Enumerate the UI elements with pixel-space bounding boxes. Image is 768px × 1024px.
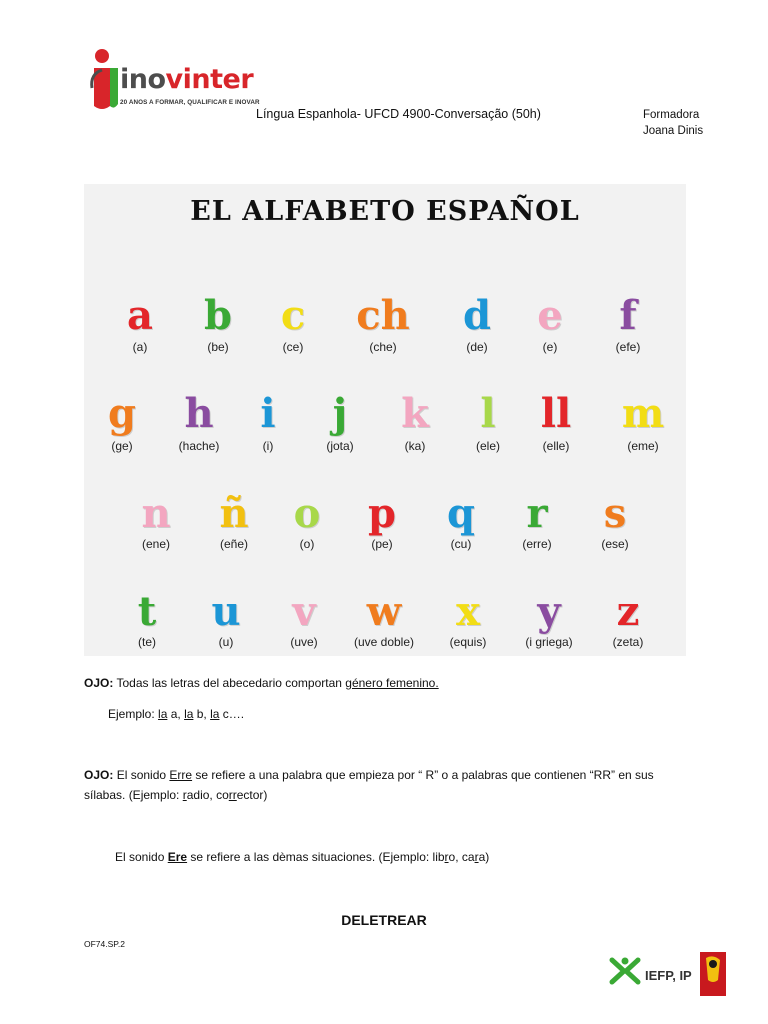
ojo-label: OJO: — [84, 676, 114, 690]
letter-name: (equis) — [449, 635, 487, 649]
document-code: OF74.SP.2 — [84, 939, 125, 949]
underlined-letters: rr — [228, 788, 237, 802]
ojo-text: El sonido — [116, 768, 167, 782]
example-line — [108, 705, 244, 724]
ojo-text: Todas las letras del abecedario comportan — [116, 676, 342, 690]
ojo-note-erre-line2 — [84, 786, 267, 805]
letter-name: (uve) — [290, 635, 318, 649]
ojo-note-erre — [84, 766, 654, 785]
alphabet-letter: j — [332, 390, 348, 437]
ere-text: se refiere a las dèmas situaciones. (Ejemplo: lib — [190, 850, 445, 864]
letter-name: (e) — [542, 340, 558, 354]
trainer-role: Formadora — [643, 109, 700, 121]
genero-femenino: género femenino. — [345, 676, 439, 690]
alphabet-letter: q — [447, 490, 475, 537]
letter-name: (elle) — [542, 439, 570, 453]
iefp-logo-icon — [608, 956, 642, 986]
letter-name: (eñe) — [219, 537, 249, 551]
ere-text: El sonido — [115, 850, 165, 864]
letter-name: (ese) — [601, 537, 629, 551]
letter-name: (che) — [369, 340, 397, 354]
letter-name: (pe) — [371, 537, 393, 551]
ojo-label: OJO: — [84, 768, 114, 782]
alphabet-letter: z — [616, 588, 640, 635]
letter-name: (erre) — [522, 537, 552, 551]
alphabet-panel — [84, 184, 686, 656]
example-article: la — [184, 707, 194, 721]
alphabet-letter: w — [366, 588, 402, 635]
letter-name: (a) — [132, 340, 148, 354]
alphabet-letter: x — [456, 588, 480, 635]
letter-name: (i griega) — [525, 635, 573, 649]
alphabet-letter: ll — [540, 390, 572, 437]
logo-wordmark — [120, 66, 253, 93]
ere-text: o, ca — [448, 850, 475, 864]
letter-name: (ce) — [282, 340, 304, 354]
alphabet-title: EL ALFABETO ESPAÑOL — [190, 196, 580, 227]
ojo-text: ector) — [236, 788, 268, 802]
logo-tagline: 20 ANOS A FORMAR, QUALIFICAR E INOVAR — [120, 99, 260, 106]
example-letter-a: a, — [167, 707, 181, 721]
letter-name: (ge) — [111, 439, 133, 453]
alphabet-letter: k — [401, 390, 429, 437]
ojo-text: se refiere a una palabra que empieza por “ R” o a palabras que contienen “RR” en sus — [195, 768, 654, 782]
alphabet-letter: n — [141, 490, 171, 537]
alphabet-letter: c — [280, 292, 306, 339]
alphabet-letter: p — [368, 490, 396, 537]
alphabet-letter: i — [260, 390, 276, 437]
letter-name: (cu) — [450, 537, 472, 551]
alphabet-letter: h — [184, 390, 214, 437]
alphabet-letter: r — [526, 490, 548, 537]
letter-name: (u) — [218, 635, 234, 649]
trainer-info — [643, 107, 703, 139]
alphabet-letter: b — [204, 292, 232, 339]
letter-name: (ka) — [404, 439, 426, 453]
alphabet-letter: a — [127, 292, 153, 339]
letter-name: (ene) — [141, 537, 171, 551]
alphabet-letter: v — [292, 588, 316, 635]
alphabet-letter: s — [603, 490, 627, 537]
ojo-text: sílabas. (Ejemplo: — [84, 788, 183, 802]
letter-name: (i) — [262, 439, 274, 453]
letter-name: (uve doble) — [353, 635, 415, 649]
course-title: Língua Espanhola- UFCD 4900-Conversação (50h) — [256, 107, 541, 121]
underlined-letter: r — [474, 850, 479, 864]
iefp-logo-text: IEFP, IP — [645, 968, 692, 983]
letter-name: (zeta) — [612, 635, 644, 649]
logo-word-ino: ino — [120, 64, 166, 95]
example-label: Ejemplo: — [108, 707, 155, 721]
alphabet-letter: y — [537, 588, 561, 635]
ojo-note-gender — [84, 674, 439, 693]
alphabet-letter: o — [293, 490, 321, 537]
alphabet-letter: u — [211, 588, 241, 635]
logo-word-vinter: vinter — [165, 64, 254, 95]
letter-name: (efe) — [615, 340, 641, 354]
example-letter-c: c…. — [219, 707, 245, 721]
alphabet-letter: f — [619, 292, 637, 339]
alphabet-letter: ch — [356, 292, 410, 339]
example-article: la — [158, 707, 168, 721]
example-article: la — [210, 707, 220, 721]
ere-text: a) — [478, 850, 490, 864]
ere-note — [115, 848, 489, 867]
alphabet-letter: m — [621, 390, 665, 437]
ere-word: Ere — [167, 850, 188, 864]
erre-word: Erre — [169, 768, 193, 782]
cgtp-logo — [698, 952, 728, 996]
letter-name: (o) — [299, 537, 315, 551]
letter-name: (jota) — [326, 439, 354, 453]
letter-name: (ele) — [475, 439, 501, 453]
trainer-name: Joana Dinis — [643, 125, 704, 137]
letter-name: (be) — [207, 340, 229, 354]
letter-name: (te) — [138, 635, 156, 649]
letter-name: (de) — [466, 340, 488, 354]
underlined-letter: r — [444, 850, 449, 864]
alphabet-letter: g — [108, 390, 136, 437]
underlined-letter: r — [182, 788, 187, 802]
ojo-text: adio, co — [186, 788, 229, 802]
alphabet-letter: ñ — [219, 490, 249, 537]
letter-name: (eme) — [627, 439, 659, 453]
alphabet-letter: t — [137, 588, 157, 635]
deletrear-heading: DELETREAR — [341, 912, 427, 928]
letter-name: (hache) — [178, 439, 220, 453]
alphabet-letter: l — [480, 390, 496, 437]
alphabet-letter: e — [537, 292, 563, 339]
example-letter-b: b, — [193, 707, 207, 721]
alphabet-letter: d — [463, 292, 491, 339]
